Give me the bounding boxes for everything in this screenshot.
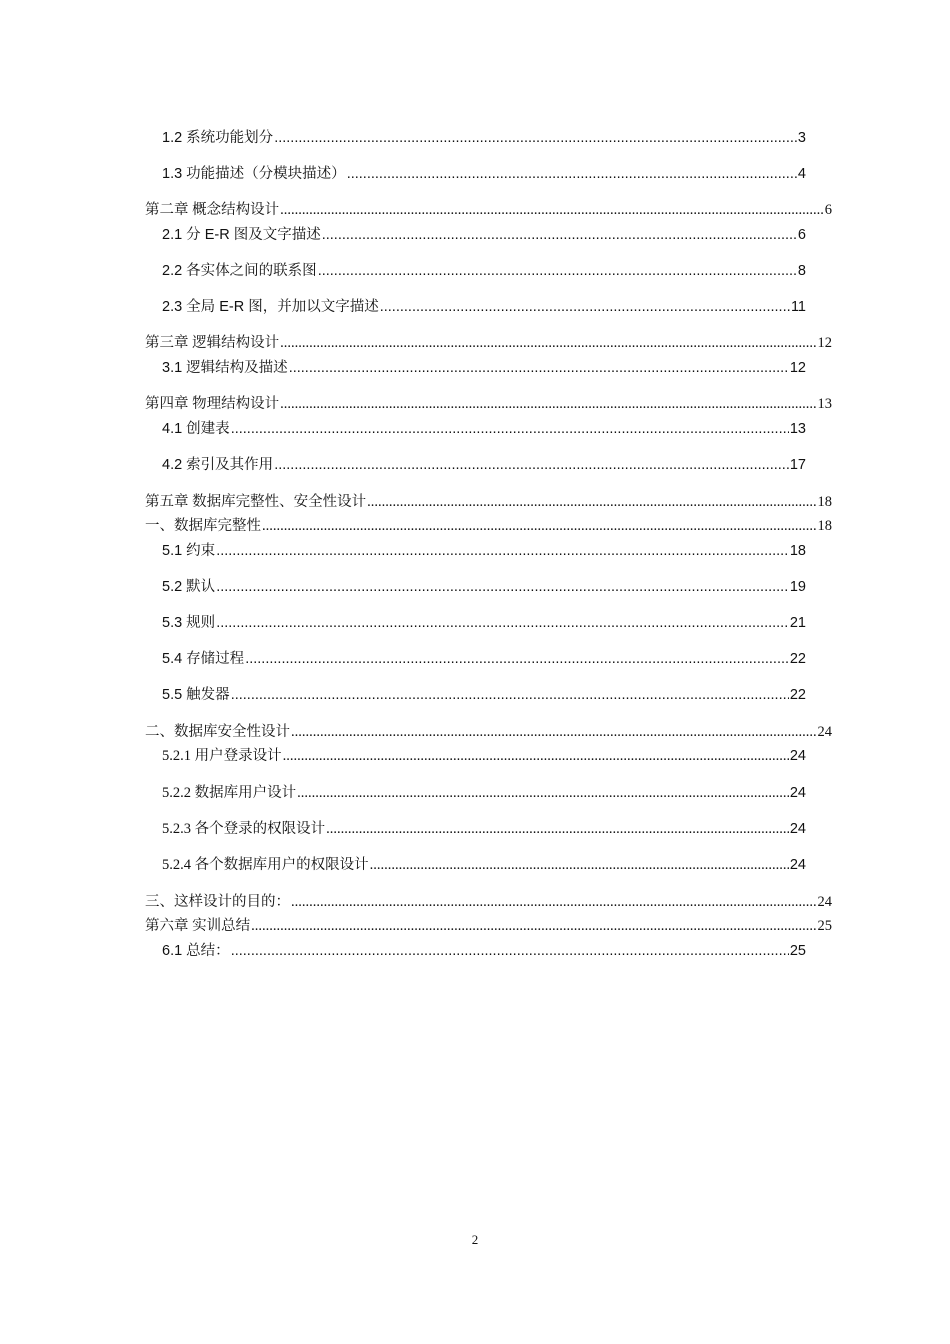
- toc-entry-2-2[interactable]: [162, 261, 806, 281]
- footer-page-number: 2: [471, 1232, 479, 1247]
- dot-leader: [274, 455, 789, 475]
- toc-entry-title: 第五章 数据库完整性、安全性设计: [145, 494, 367, 510]
- toc-page-number: 13: [817, 396, 832, 412]
- dot-leader: [245, 649, 789, 669]
- toc-entry-title: 3.1 逻辑结构及描述: [162, 360, 288, 376]
- dot-leader: [251, 916, 816, 936]
- dot-leader: [280, 394, 816, 414]
- toc-entry-title: 二、数据库安全性设计: [145, 724, 290, 740]
- toc-section-integrity[interactable]: [145, 516, 832, 536]
- toc-entry-5-5[interactable]: [162, 685, 806, 705]
- toc-page-number: 8: [797, 263, 806, 279]
- toc-entry-title: 第二章 概念结构设计: [145, 202, 280, 218]
- toc-entry-title: 2.2 各实体之间的联系图: [162, 263, 317, 279]
- toc-entry-title: 第三章 逻辑结构设计: [145, 335, 280, 351]
- toc-chapter-5[interactable]: [145, 492, 832, 512]
- toc-entry-title: 1.2 系统功能划分: [162, 130, 274, 146]
- toc-page-number: 25: [789, 943, 806, 959]
- toc-page-number: 12: [789, 360, 806, 376]
- toc-page-number: 24: [789, 785, 806, 801]
- dot-leader: [367, 492, 816, 512]
- dot-leader: [347, 164, 797, 184]
- dot-leader: [370, 855, 789, 875]
- dot-leader: [280, 333, 816, 353]
- toc-page-number: 22: [789, 687, 806, 703]
- toc-entry-title: 5.2.4 各个数据库用户的权限设计: [162, 857, 369, 873]
- toc-page-number: 24: [789, 857, 806, 873]
- dot-leader: [216, 541, 789, 561]
- toc-page-number: 11: [790, 299, 806, 315]
- toc-entry-5-2-1[interactable]: [162, 746, 806, 766]
- toc-page-number: 18: [817, 494, 832, 510]
- toc-entry-1-3[interactable]: [162, 164, 806, 184]
- dot-leader: [231, 941, 789, 961]
- dot-leader: [231, 419, 789, 439]
- toc-page-number: 6: [824, 202, 832, 218]
- toc-entry-title: 5.4 存储过程: [162, 651, 245, 667]
- toc-entry-title: 三、这样设计的目的：: [145, 894, 290, 910]
- dot-leader: [289, 358, 789, 378]
- toc-entry-title: 5.2.2 数据库用户设计: [162, 785, 297, 801]
- toc-page-number: 4: [797, 166, 806, 182]
- toc-entry-title: 1.3 功能描述（分模块描述）: [162, 166, 346, 182]
- toc-entry-4-1[interactable]: [162, 419, 806, 439]
- toc-entry-5-4[interactable]: [162, 649, 806, 669]
- toc-entry-5-3[interactable]: [162, 613, 806, 633]
- toc-section-security[interactable]: [145, 722, 832, 742]
- dot-leader: [274, 128, 797, 148]
- toc-entry-2-1[interactable]: [162, 225, 806, 245]
- toc-chapter-2[interactable]: [145, 200, 832, 220]
- toc-page-number: 12: [817, 335, 832, 351]
- dot-leader: [322, 225, 797, 245]
- toc-entry-5-2[interactable]: [162, 577, 806, 597]
- toc-entry-5-2-4[interactable]: [162, 855, 806, 875]
- dot-leader: [291, 892, 817, 912]
- toc-entry-title: 第六章 实训总结: [145, 918, 251, 934]
- toc-page-number: 25: [817, 918, 832, 934]
- toc-entry-title: 6.1 总结：: [162, 943, 230, 959]
- toc-entry-6-1[interactable]: [162, 941, 806, 961]
- toc-entry-2-3[interactable]: [162, 297, 806, 317]
- toc-entry-title: 5.1 约束: [162, 543, 216, 559]
- toc-page-number: 24: [817, 894, 832, 910]
- toc-entry-title: 5.3 规则: [162, 615, 216, 631]
- dot-leader: [297, 783, 789, 803]
- toc-chapter-4[interactable]: [145, 394, 832, 414]
- toc-entry-title: 5.2.3 各个登录的权限设计: [162, 821, 326, 837]
- toc-page-number: 17: [789, 457, 806, 473]
- toc-page-number: 21: [789, 615, 806, 631]
- toc-entry-5-2-3[interactable]: [162, 819, 806, 839]
- dot-leader: [262, 516, 817, 536]
- toc-page-number: 24: [817, 724, 832, 740]
- dot-leader: [216, 613, 789, 633]
- toc-page-number: 22: [789, 651, 806, 667]
- toc-chapter-3[interactable]: [145, 333, 832, 353]
- toc-entry-title: 2.3 全局 E-R 图，并加以文字描述: [162, 299, 379, 315]
- dot-leader: [283, 746, 789, 766]
- toc-page-number: 13: [789, 421, 806, 437]
- toc-entry-title: 5.5 触发器: [162, 687, 230, 703]
- toc-entry-title: 4.1 创建表: [162, 421, 230, 437]
- dot-leader: [231, 685, 789, 705]
- toc-entry-4-2[interactable]: [162, 455, 806, 475]
- toc-page-number: 24: [789, 821, 806, 837]
- toc-entry-title: 一、数据库完整性: [145, 518, 261, 534]
- dot-leader: [380, 297, 790, 317]
- toc-page-number: 18: [817, 518, 832, 534]
- toc-page-number: 24: [789, 748, 806, 764]
- dot-leader: [318, 261, 797, 281]
- dot-leader: [280, 200, 824, 220]
- toc-entry-3-1[interactable]: [162, 358, 806, 378]
- toc-page-number: 6: [797, 227, 806, 243]
- toc-entry-title: 2.1 分 E-R 图及文字描述: [162, 227, 321, 243]
- toc-entry-5-1[interactable]: [162, 541, 806, 561]
- toc-page-number: 19: [789, 579, 806, 595]
- toc-entry-1-2[interactable]: [162, 128, 806, 148]
- toc-section-purpose[interactable]: [145, 892, 832, 912]
- dot-leader: [216, 577, 789, 597]
- toc-entry-5-2-2[interactable]: [162, 783, 806, 803]
- toc-page-number: 18: [789, 543, 806, 559]
- toc-page-number: 3: [797, 130, 806, 146]
- dot-leader: [326, 819, 789, 839]
- toc-entry-title: 第四章 物理结构设计: [145, 396, 280, 412]
- dot-leader: [291, 722, 817, 742]
- toc-entry-title: 5.2 默认: [162, 579, 216, 595]
- toc-entry-title: 4.2 索引及其作用: [162, 457, 274, 473]
- toc-chapter-6[interactable]: [145, 916, 832, 936]
- toc-entry-title: 5.2.1 用户登录设计: [162, 748, 282, 764]
